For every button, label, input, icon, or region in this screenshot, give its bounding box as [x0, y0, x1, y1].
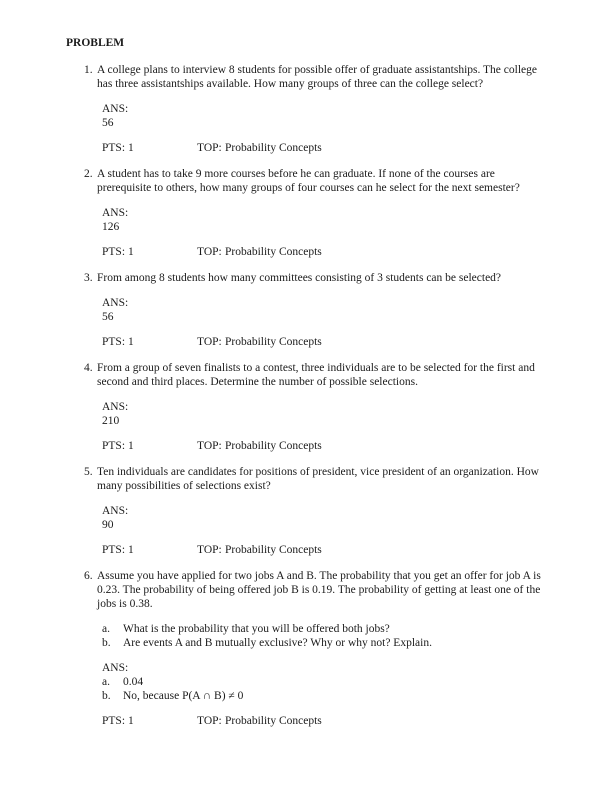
topic-value: Probability Concepts	[225, 246, 322, 258]
pts-label: PTS:	[102, 715, 126, 727]
pts-label: PTS:	[102, 246, 126, 258]
answer-label: ANS:	[102, 662, 129, 674]
answer-value: 126	[102, 221, 120, 233]
pts-value: 1	[128, 440, 134, 452]
question-text: Assume you have applied for two jobs A and B. The probability that you get an offer for job A is 0.23. The probability of being offered job B is 0.19. The probability of getting at least one of the jobs is 0.38.	[97, 570, 541, 610]
top-label: TOP:	[197, 336, 222, 348]
answer-lines	[102, 116, 548, 130]
answer-lines	[102, 518, 548, 532]
part-text: What is the probability that you will be offered both jobs?	[123, 623, 390, 635]
top-label: TOP:	[197, 544, 222, 556]
answer-value: 56	[102, 117, 114, 129]
pts-value: 1	[128, 142, 134, 154]
question-subparts	[102, 622, 548, 650]
problem-item	[66, 167, 548, 259]
part-label: b.	[102, 637, 111, 649]
question-row	[84, 569, 548, 611]
pts-label: PTS:	[102, 336, 126, 348]
answer-value: 56	[102, 311, 114, 323]
answer-block	[102, 206, 548, 234]
top-label: TOP:	[197, 440, 222, 452]
page-title: PROBLEM	[66, 37, 125, 49]
question-number: 3.	[84, 272, 93, 284]
part-text: 0.04	[123, 676, 144, 688]
answer-label: ANS:	[102, 505, 129, 517]
question-number: 4.	[84, 362, 93, 374]
part-text: No, because P(A ∩ B) ≠ 0	[123, 690, 244, 702]
part-label: a.	[102, 676, 110, 688]
meta-row	[102, 439, 548, 453]
answer-block	[102, 661, 548, 703]
answer-label: ANS:	[102, 103, 129, 115]
question-text: From a group of seven finalists to a contest, three individuals are to be selected for the first and second and third places. Determine the number of possible selections.	[97, 362, 535, 388]
answer-lines	[102, 414, 548, 428]
meta-row	[102, 245, 548, 259]
topic-value: Probability Concepts	[225, 336, 322, 348]
answer-value: 210	[102, 415, 120, 427]
question-number: 2.	[84, 168, 93, 180]
topic-value: Probability Concepts	[225, 142, 322, 154]
question-number: 6.	[84, 570, 93, 582]
meta-row	[102, 714, 548, 728]
pts-value: 1	[128, 336, 134, 348]
question-row	[84, 167, 548, 195]
question-row	[84, 465, 548, 493]
question-row	[84, 361, 548, 389]
question-number: 5.	[84, 466, 93, 478]
answer-lines	[102, 220, 548, 234]
question-row	[84, 63, 548, 91]
question-number: 1.	[84, 64, 93, 76]
question-text: From among 8 students how many committees consisting of 3 students can be selected?	[97, 272, 502, 284]
problem-item	[66, 465, 548, 557]
answer-lines	[102, 310, 548, 324]
top-label: TOP:	[197, 142, 222, 154]
pts-value: 1	[128, 544, 134, 556]
part-text: Are events A and B mutually exclusive? Why or why not? Explain.	[123, 637, 432, 649]
question-text: A student has to take 9 more courses before he can graduate. If none of the courses are prerequisite to others, how many groups of four courses can he select for the next semester?	[97, 168, 520, 194]
meta-row	[102, 141, 548, 155]
pts-value: 1	[128, 246, 134, 258]
meta-row	[102, 335, 548, 349]
topic-value: Probability Concepts	[225, 544, 322, 556]
answer-label: ANS:	[102, 207, 129, 219]
answer-label: ANS:	[102, 401, 129, 413]
answer-block	[102, 296, 548, 324]
problem-item	[66, 361, 548, 453]
pts-label: PTS:	[102, 142, 126, 154]
part-label: b.	[102, 690, 111, 702]
problem-item	[66, 271, 548, 349]
answer-value: 90	[102, 519, 114, 531]
question-subpart	[102, 622, 548, 636]
question-text: Ten individuals are candidates for positions of president, vice president of an organization. How many possibilities of selections exist?	[97, 466, 539, 492]
problem-item	[66, 569, 548, 728]
answer-lines	[102, 675, 548, 703]
pts-value: 1	[128, 715, 134, 727]
top-label: TOP:	[197, 246, 222, 258]
part-label: a.	[102, 623, 110, 635]
question-subpart	[102, 636, 548, 650]
pts-label: PTS:	[102, 440, 126, 452]
question-row	[84, 271, 548, 285]
answer-part	[102, 689, 548, 703]
answer-part	[102, 675, 548, 689]
meta-row	[102, 543, 548, 557]
answer-block	[102, 504, 548, 532]
question-text: A college plans to interview 8 students for possible offer of graduate assistantships. The college has three assistantships available. How many groups of three can the college select?	[97, 64, 537, 90]
problem-item	[66, 63, 548, 155]
topic-value: Probability Concepts	[225, 715, 322, 727]
topic-value: Probability Concepts	[225, 440, 322, 452]
answer-block	[102, 102, 548, 130]
answer-block	[102, 400, 548, 428]
pts-label: PTS:	[102, 544, 126, 556]
top-label: TOP:	[197, 715, 222, 727]
answer-label: ANS:	[102, 297, 129, 309]
problem-list	[66, 63, 548, 728]
